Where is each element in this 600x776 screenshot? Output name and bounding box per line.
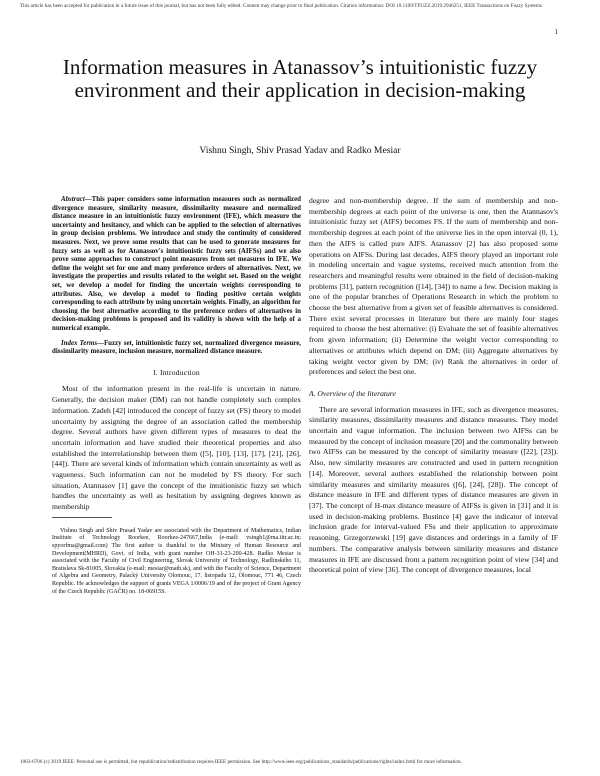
abstract-text: —This paper considers some information measures such as normalized divergence measure, similarity measure, dissimilarity measure and normalized distance measure in an intuitionistic fuzzy environment (IFE), which measure the uncertainty and hesitancy, and which can be applied to the selection of alternatives in group decision problems. We introduce and study the continuity of considered measures. Next, we prove some results that can be used to generate measures for fuzzy sets as well as for Atanassov's intuitionistic fuzzy sets (AIFSs) and we also prove some approaches to construct point measures from set measures in IFE. We define the weight set for one and many preference orders of alternatives. Next, we investigate the properties and results related to the weight set. Based on the weight set, we develop a model for finding the uncertain weights corresponding to attributes. Also, we develop a model to finding positive certain weights corresponding to each attribute by using uncertain weights. Finally, an algorithm for choosing the best alternative according to the preference orders of alternatives in decision-making problems is proposed and its validity is shown with the help of a numerical example. [52, 196, 301, 332]
author-list: Vishnu Singh, Shiv Prasad Yadav and Radko Mesiar [199, 145, 401, 156]
page-number: 1 [554, 28, 558, 36]
introduction-paragraph: Most of the information present in the real-life is uncertain in nature. Generally, the decision maker (DM) can not handle completely such complex information. Zadeh [42] introduced the concept of fuzzy set (FS) theory to model uncertainty by assigning the degree of an association called the membership degree. Several authors have given different types of measures to deal the uncertain information and have studied their theoretical properties and also established the interrelationship between them ([5], [10], [13], [17], [21], [26], [44]). There are several kinds of information which contain uncertainty as well as vagueness. Such information can not be modeled by FS theory. For such situation, Atannasov [1] gave the concept of the intuitionistic fuzzy set which handles the uncertainty as well as hesitation by assigning degrees known as membership [52, 384, 301, 512]
right-paragraph-2: There are several information measures in IFE, such as divergence measures, similarity measures, dissimilarity measures and distance measures. They model uncertain and vague information. The inclusion between two AIFSs can be measured by the concept of inclusion measure [20] and the commonality between two AIFSs can be measured by the concept of similarity measure ([22], [23]). Also, new similarity measures are constructed and used in pattern recognition [14]. Moreover, several authors established the relationship between point similarity measures and similarity measures ([6], [24], [28]). The concept of distance measure in IFE and different types of distance measures are given in [37]. The concept of H-max distance measure of AIFSs is given in [31] and it is used in decision-making problems. Bustince [4] gave the indicator of interval inclusion grade for interval-valued FSs and their application to approximate reasoning. Grzegorzewski [19] gave distances and orderings in a family of IF numbers. The comparative analysis between similarity measures and distance measures in IFE are discussed from a pattern recognition point of view [34] and theoretical point of view [36]. The concept of divergence measures, local [309, 404, 558, 575]
footnote-divider [52, 517, 112, 518]
right-paragraph-1: degree and non-membership degree. If the sum of membership and non-membership degrees at each point of the universe is one, then the Atannasov's intuitionistic fuzzy set (AIFS) becomes FS. If the sum of membership and non-membership degrees at each point of the universe lies in the open interval (0, 1), then the AIFS is called pure AIFS. Atanassov [2] has also proposed some operations on AIFSs. During last decades, AIFS theory played an important role in modeling uncertain and vague systems, received much attention from the researchers and meaningful results were obtained in the field of decision-making problems [31], pattern recognition ([14], [34]) to name a few. Decision making is one of the popular branches of Operations Research in which the problem to choose the best alternative from a given set of feasible alternatives is considered. There exist several processes in literature but there are mainly four stages required to choose the best alternative: (i) Evaluate the set of feasible alternatives from given information; (ii) Determine the weight vector corresponding to alternatives or attributes which depend on DM; (iii) Aggregate alternatives by taking weight vector given by DM; (iv) Rank the alternatives in order of preferences and select the best one. [309, 196, 558, 377]
index-terms-label: Index Terms [61, 339, 98, 347]
subsection-heading-overview: A. Overview of the literature [309, 388, 396, 398]
abstract-label: Abstract [61, 196, 85, 203]
right-column [309, 196, 558, 576]
index-terms [52, 340, 301, 357]
author-footnote: Vishnu Singh and Shiv Prasad Yadav are associated with the Department of Mathematics, Indian Institute of Technology Roorkee, Roorkee-247667,India (e-mail: vsingh1@ma.iitr.ac.in; spyorfma@gmail.com) The first author is thankful to the Ministry of Human Resource and Development(MHRD), Govt. of India, with grant number OH-31-23-200-428. Radko Mesiar is associated with the Faculty of Civil Engineering, Slovak University of Technology, Radlinského 11, Bratislava Sk-81005, Slovakia (e-mail: mesiar@math.sk), and with the Faculty of Science, Department of Algebra and Geometry, Palacký University Olomouc, 17. listopadu 12, Olomouc, 771 46, Czech Republic. He acknowledges the support of grants VEGA 1/0006/19 and of the project of Grant Agency of the Czech Republic (GAČR) no. 18-06915S. [52, 527, 301, 595]
index-terms-text: —Fuzzy set, intuitionistic fuzzy set, normalized divergence measure, dissimilarity measure, inclusion measure, normalized distance measure. [52, 339, 301, 356]
left-column [52, 196, 301, 602]
paper-title: Information measures in Atanassov’s intuitionistic fuzzy environment and their application in decision-making [62, 55, 538, 102]
journal-header-note: This article has been accepted for publication in a future issue of this journal, but has not been fully edited. Content may change prior to final publication. Citation information: DOI 10.1109/TFUZZ.2019.2946251, IEEE Transactions on Fuzzy Systems [20, 3, 542, 9]
copyright-footer: 1063-6706 (c) 2019 IEEE. Personal use is permitted, but republication/redistribution requires IEEE permission. See http://www.ieee.org/publications_standards/publications/rights/index.html for more information. [20, 759, 462, 765]
abstract [52, 196, 301, 334]
section-heading-introduction: I. Introduction [153, 367, 200, 377]
